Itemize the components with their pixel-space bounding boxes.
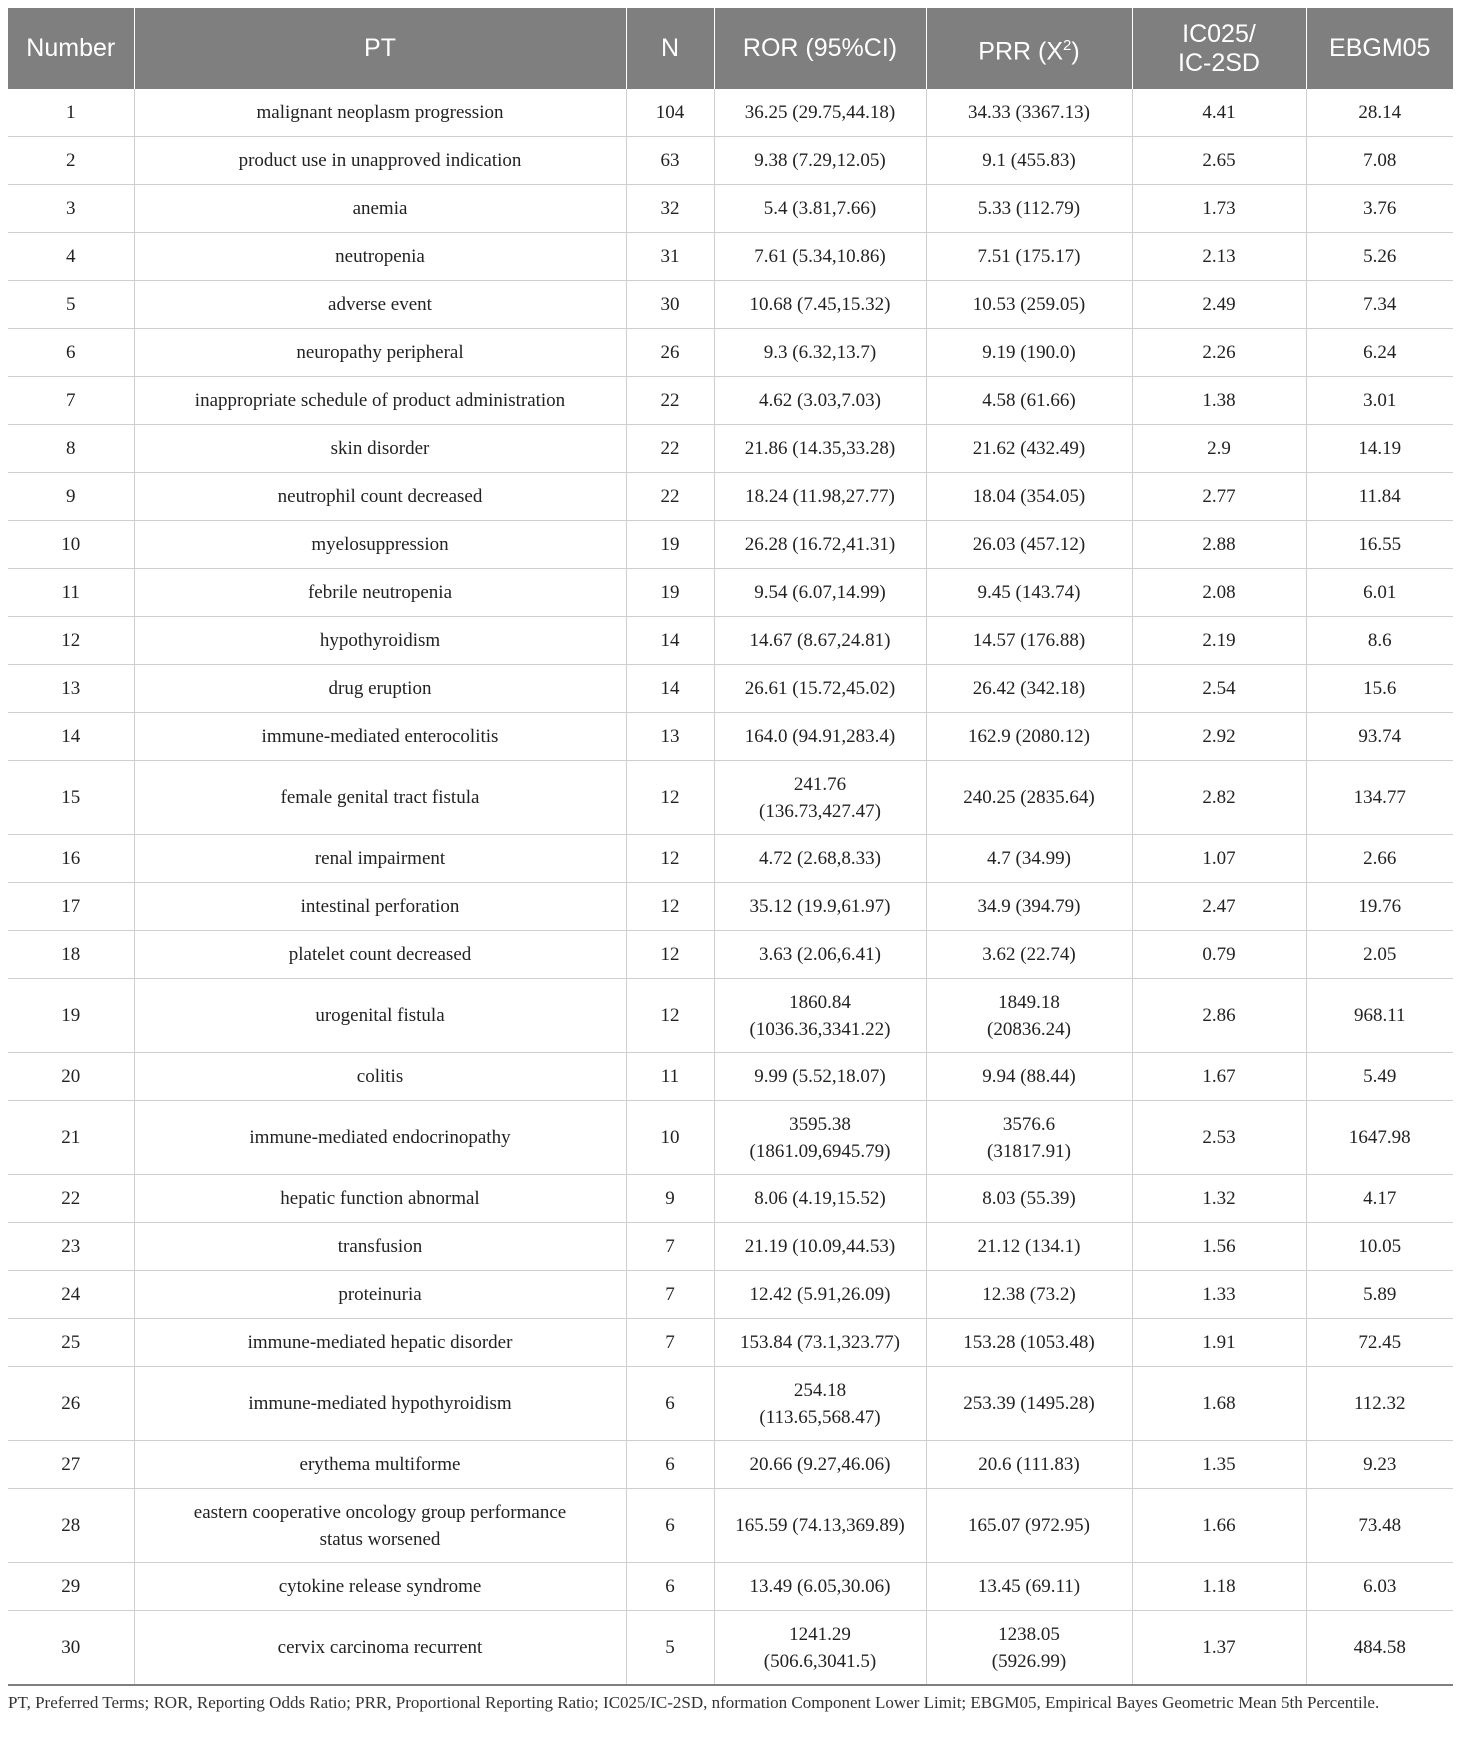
cell-number: 2	[8, 137, 134, 185]
cell-prr: 162.9 (2080.12)	[926, 713, 1132, 761]
cell-ror: 36.25 (29.75,44.18)	[714, 89, 926, 137]
table-row	[8, 883, 1453, 931]
cell-prr: 34.33 (3367.13)	[926, 89, 1132, 137]
cell-ebgm05: 112.32	[1306, 1367, 1453, 1441]
cell-ror: 153.84 (73.1,323.77)	[714, 1319, 926, 1367]
cell-ror: 26.28 (16.72,41.31)	[714, 521, 926, 569]
table-footnote: PT, Preferred Terms; ROR, Reporting Odds Ratio; PRR, Proportional Reporting Ratio; IC025/IC-2SD, nformation Component Lower Limit; EBGM05, Empirical Bayes Geometric Mean 5th Percentile.	[8, 1693, 1380, 1712]
cell-pt: platelet count decreased	[134, 931, 626, 979]
cell-ic025: 2.47	[1132, 883, 1306, 931]
table-row	[8, 1271, 1453, 1319]
header-prr-label: PRR (X	[978, 37, 1064, 66]
cell-prr: 34.9 (394.79)	[926, 883, 1132, 931]
cell-ic025: 4.41	[1132, 89, 1306, 137]
cell-ic025: 2.82	[1132, 761, 1306, 835]
table-row	[8, 1611, 1453, 1686]
table-row	[8, 1563, 1453, 1611]
cell-ror: 9.3 (6.32,13.7)	[714, 329, 926, 377]
cell-n: 5	[626, 1611, 714, 1686]
cell-ror: 9.99 (5.52,18.07)	[714, 1053, 926, 1101]
cell-ror: 1241.29 (506.6,3041.5)	[714, 1611, 926, 1686]
cell-prr: 1849.18 (20836.24)	[926, 979, 1132, 1053]
cell-ic025: 1.37	[1132, 1611, 1306, 1686]
cell-ebgm05: 7.34	[1306, 281, 1453, 329]
cell-n: 13	[626, 713, 714, 761]
cell-number: 9	[8, 473, 134, 521]
header-ebgm05: EBGM05	[1306, 8, 1453, 89]
cell-ic025: 1.91	[1132, 1319, 1306, 1367]
cell-number: 3	[8, 185, 134, 233]
cell-n: 9	[626, 1175, 714, 1223]
cell-prr: 7.51 (175.17)	[926, 233, 1132, 281]
cell-ic025: 2.77	[1132, 473, 1306, 521]
cell-n: 6	[626, 1489, 714, 1563]
cell-n: 104	[626, 89, 714, 137]
cell-prr: 9.1 (455.83)	[926, 137, 1132, 185]
cell-prr: 13.45 (69.11)	[926, 1563, 1132, 1611]
cell-pt: hypothyroidism	[134, 617, 626, 665]
cell-number: 30	[8, 1611, 134, 1686]
cell-pt: cervix carcinoma recurrent	[134, 1611, 626, 1686]
cell-number: 17	[8, 883, 134, 931]
cell-prr: 240.25 (2835.64)	[926, 761, 1132, 835]
cell-n: 22	[626, 473, 714, 521]
cell-ebgm05: 968.11	[1306, 979, 1453, 1053]
cell-n: 26	[626, 329, 714, 377]
cell-ror: 3.63 (2.06,6.41)	[714, 931, 926, 979]
cell-number: 23	[8, 1223, 134, 1271]
table-row	[8, 425, 1453, 473]
cell-ic025: 1.18	[1132, 1563, 1306, 1611]
cell-pt: drug eruption	[134, 665, 626, 713]
table-row	[8, 473, 1453, 521]
cell-ebgm05: 28.14	[1306, 89, 1453, 137]
cell-ror: 10.68 (7.45,15.32)	[714, 281, 926, 329]
cell-n: 7	[626, 1319, 714, 1367]
table-row	[8, 1441, 1453, 1489]
table-row	[8, 1101, 1453, 1175]
cell-prr: 4.58 (61.66)	[926, 377, 1132, 425]
cell-ebgm05: 10.05	[1306, 1223, 1453, 1271]
cell-prr: 9.94 (88.44)	[926, 1053, 1132, 1101]
header-prr-close: )	[1071, 37, 1080, 66]
cell-ror: 12.42 (5.91,26.09)	[714, 1271, 926, 1319]
cell-n: 6	[626, 1441, 714, 1489]
cell-pt: proteinuria	[134, 1271, 626, 1319]
cell-ror: 8.06 (4.19,15.52)	[714, 1175, 926, 1223]
table-row	[8, 569, 1453, 617]
cell-ic025: 2.19	[1132, 617, 1306, 665]
cell-ic025: 1.07	[1132, 835, 1306, 883]
cell-pt: hepatic function abnormal	[134, 1175, 626, 1223]
cell-ebgm05: 3.76	[1306, 185, 1453, 233]
cell-ror: 7.61 (5.34,10.86)	[714, 233, 926, 281]
cell-number: 25	[8, 1319, 134, 1367]
cell-prr: 253.39 (1495.28)	[926, 1367, 1132, 1441]
cell-number: 5	[8, 281, 134, 329]
cell-prr: 4.7 (34.99)	[926, 835, 1132, 883]
cell-pt: erythema multiforme	[134, 1441, 626, 1489]
cell-ic025: 1.33	[1132, 1271, 1306, 1319]
cell-ebgm05: 8.6	[1306, 617, 1453, 665]
cell-pt: neuropathy peripheral	[134, 329, 626, 377]
cell-number: 14	[8, 713, 134, 761]
cell-ic025: 2.08	[1132, 569, 1306, 617]
cell-ebgm05: 19.76	[1306, 883, 1453, 931]
cell-prr: 14.57 (176.88)	[926, 617, 1132, 665]
cell-number: 12	[8, 617, 134, 665]
cell-number: 1	[8, 89, 134, 137]
cell-ebgm05: 2.66	[1306, 835, 1453, 883]
cell-ic025: 2.86	[1132, 979, 1306, 1053]
cell-pt: adverse event	[134, 281, 626, 329]
table-row	[8, 761, 1453, 835]
cell-number: 11	[8, 569, 134, 617]
cell-n: 11	[626, 1053, 714, 1101]
table-row	[8, 1053, 1453, 1101]
cell-pt: immune-mediated hypothyroidism	[134, 1367, 626, 1441]
cell-ebgm05: 15.6	[1306, 665, 1453, 713]
cell-pt: myelosuppression	[134, 521, 626, 569]
cell-pt: transfusion	[134, 1223, 626, 1271]
cell-pt: colitis	[134, 1053, 626, 1101]
cell-prr: 3.62 (22.74)	[926, 931, 1132, 979]
cell-number: 10	[8, 521, 134, 569]
cell-pt: anemia	[134, 185, 626, 233]
cell-ror: 18.24 (11.98,27.77)	[714, 473, 926, 521]
cell-pt: eastern cooperative oncology group performance status worsened	[134, 1489, 626, 1563]
cell-ic025: 1.68	[1132, 1367, 1306, 1441]
cell-number: 26	[8, 1367, 134, 1441]
cell-pt: neutropenia	[134, 233, 626, 281]
cell-ror: 1860.84 (1036.36,3341.22)	[714, 979, 926, 1053]
table-row	[8, 1175, 1453, 1223]
cell-ror: 21.86 (14.35,33.28)	[714, 425, 926, 473]
cell-ic025: 2.88	[1132, 521, 1306, 569]
cell-ror: 26.61 (15.72,45.02)	[714, 665, 926, 713]
cell-prr: 153.28 (1053.48)	[926, 1319, 1132, 1367]
cell-ebgm05: 2.05	[1306, 931, 1453, 979]
cell-n: 22	[626, 425, 714, 473]
cell-n: 14	[626, 665, 714, 713]
table-row	[8, 233, 1453, 281]
cell-ebgm05: 72.45	[1306, 1319, 1453, 1367]
cell-ic025: 1.67	[1132, 1053, 1306, 1101]
cell-n: 14	[626, 617, 714, 665]
cell-prr: 21.62 (432.49)	[926, 425, 1132, 473]
cell-n: 30	[626, 281, 714, 329]
cell-ebgm05: 16.55	[1306, 521, 1453, 569]
cell-pt: immune-mediated enterocolitis	[134, 713, 626, 761]
header-pt: PT	[134, 8, 626, 89]
cell-n: 6	[626, 1367, 714, 1441]
cell-pt: cytokine release syndrome	[134, 1563, 626, 1611]
cell-pt: febrile neutropenia	[134, 569, 626, 617]
cell-ebgm05: 6.01	[1306, 569, 1453, 617]
cell-number: 27	[8, 1441, 134, 1489]
cell-n: 63	[626, 137, 714, 185]
cell-ebgm05: 14.19	[1306, 425, 1453, 473]
cell-pt: immune-mediated endocrinopathy	[134, 1101, 626, 1175]
cell-prr: 12.38 (73.2)	[926, 1271, 1132, 1319]
table-row	[8, 137, 1453, 185]
cell-number: 19	[8, 979, 134, 1053]
header-prr-superscript: 2	[1063, 36, 1072, 54]
cell-prr: 9.19 (190.0)	[926, 329, 1132, 377]
cell-ror: 3595.38 (1861.09,6945.79)	[714, 1101, 926, 1175]
cell-n: 31	[626, 233, 714, 281]
cell-ror: 241.76 (136.73,427.47)	[714, 761, 926, 835]
cell-ic025: 2.13	[1132, 233, 1306, 281]
table-row	[8, 931, 1453, 979]
table-row	[8, 185, 1453, 233]
table-container	[8, 8, 1453, 1714]
cell-ebgm05: 6.24	[1306, 329, 1453, 377]
cell-ic025: 2.54	[1132, 665, 1306, 713]
cell-ic025: 2.26	[1132, 329, 1306, 377]
cell-ic025: 1.66	[1132, 1489, 1306, 1563]
cell-ebgm05: 73.48	[1306, 1489, 1453, 1563]
cell-number: 21	[8, 1101, 134, 1175]
cell-ic025: 2.49	[1132, 281, 1306, 329]
cell-prr: 8.03 (55.39)	[926, 1175, 1132, 1223]
cell-ror: 164.0 (94.91,283.4)	[714, 713, 926, 761]
cell-prr: 26.42 (342.18)	[926, 665, 1132, 713]
cell-number: 13	[8, 665, 134, 713]
cell-number: 16	[8, 835, 134, 883]
header-row	[8, 8, 1453, 89]
cell-prr: 5.33 (112.79)	[926, 185, 1132, 233]
cell-ebgm05: 6.03	[1306, 1563, 1453, 1611]
cell-pt: female genital tract fistula	[134, 761, 626, 835]
cell-ic025: 1.73	[1132, 185, 1306, 233]
cell-n: 19	[626, 521, 714, 569]
cell-number: 7	[8, 377, 134, 425]
cell-ic025: 1.56	[1132, 1223, 1306, 1271]
cell-ror: 4.72 (2.68,8.33)	[714, 835, 926, 883]
cell-ebgm05: 5.49	[1306, 1053, 1453, 1101]
table-row	[8, 617, 1453, 665]
cell-prr: 3576.6 (31817.91)	[926, 1101, 1132, 1175]
cell-number: 28	[8, 1489, 134, 1563]
cell-prr: 18.04 (354.05)	[926, 473, 1132, 521]
cell-ebgm05: 134.77	[1306, 761, 1453, 835]
table-body	[8, 89, 1453, 1685]
cell-pt: malignant neoplasm progression	[134, 89, 626, 137]
cell-prr: 10.53 (259.05)	[926, 281, 1132, 329]
cell-n: 12	[626, 883, 714, 931]
cell-pt: inappropriate schedule of product administration	[134, 377, 626, 425]
cell-ic025: 0.79	[1132, 931, 1306, 979]
cell-n: 6	[626, 1563, 714, 1611]
cell-n: 12	[626, 931, 714, 979]
cell-pt: neutrophil count decreased	[134, 473, 626, 521]
table-row	[8, 665, 1453, 713]
cell-pt: renal impairment	[134, 835, 626, 883]
cell-n: 12	[626, 761, 714, 835]
cell-number: 15	[8, 761, 134, 835]
header-ic025: IC025/ IC-2SD	[1132, 8, 1306, 89]
cell-ebgm05: 484.58	[1306, 1611, 1453, 1686]
cell-pt: immune-mediated hepatic disorder	[134, 1319, 626, 1367]
cell-number: 22	[8, 1175, 134, 1223]
cell-ebgm05: 11.84	[1306, 473, 1453, 521]
cell-n: 10	[626, 1101, 714, 1175]
signal-table	[8, 8, 1453, 1686]
cell-pt: product use in unapproved indication	[134, 137, 626, 185]
cell-prr: 1238.05 (5926.99)	[926, 1611, 1132, 1686]
cell-ebgm05: 5.26	[1306, 233, 1453, 281]
cell-ror: 13.49 (6.05,30.06)	[714, 1563, 926, 1611]
cell-pt: urogenital fistula	[134, 979, 626, 1053]
header-prr	[926, 8, 1132, 89]
cell-prr: 26.03 (457.12)	[926, 521, 1132, 569]
cell-n: 22	[626, 377, 714, 425]
cell-ic025: 2.9	[1132, 425, 1306, 473]
cell-ebgm05: 7.08	[1306, 137, 1453, 185]
cell-ebgm05: 5.89	[1306, 1271, 1453, 1319]
cell-ebgm05: 93.74	[1306, 713, 1453, 761]
cell-pt: intestinal perforation	[134, 883, 626, 931]
table-row	[8, 281, 1453, 329]
cell-n: 12	[626, 835, 714, 883]
table-row	[8, 979, 1453, 1053]
cell-number: 20	[8, 1053, 134, 1101]
cell-pt: skin disorder	[134, 425, 626, 473]
cell-number: 29	[8, 1563, 134, 1611]
cell-ror: 5.4 (3.81,7.66)	[714, 185, 926, 233]
cell-ror: 254.18 (113.65,568.47)	[714, 1367, 926, 1441]
cell-ic025: 1.32	[1132, 1175, 1306, 1223]
header-number: Number	[8, 8, 134, 89]
cell-n: 7	[626, 1271, 714, 1319]
cell-ic025: 1.35	[1132, 1441, 1306, 1489]
table-row	[8, 1367, 1453, 1441]
cell-ror: 165.59 (74.13,369.89)	[714, 1489, 926, 1563]
cell-prr: 21.12 (134.1)	[926, 1223, 1132, 1271]
table-row	[8, 713, 1453, 761]
cell-ror: 20.66 (9.27,46.06)	[714, 1441, 926, 1489]
cell-ebgm05: 9.23	[1306, 1441, 1453, 1489]
table-row	[8, 1223, 1453, 1271]
cell-ebgm05: 1647.98	[1306, 1101, 1453, 1175]
cell-number: 18	[8, 931, 134, 979]
table-header	[8, 8, 1453, 89]
cell-ror: 9.38 (7.29,12.05)	[714, 137, 926, 185]
cell-prr: 20.6 (111.83)	[926, 1441, 1132, 1489]
table-row	[8, 329, 1453, 377]
cell-ebgm05: 4.17	[1306, 1175, 1453, 1223]
cell-prr: 9.45 (143.74)	[926, 569, 1132, 617]
cell-number: 8	[8, 425, 134, 473]
cell-number: 4	[8, 233, 134, 281]
table-row	[8, 1319, 1453, 1367]
cell-ror: 35.12 (19.9,61.97)	[714, 883, 926, 931]
cell-number: 6	[8, 329, 134, 377]
cell-ebgm05: 3.01	[1306, 377, 1453, 425]
cell-ic025: 2.53	[1132, 1101, 1306, 1175]
cell-ic025: 1.38	[1132, 377, 1306, 425]
table-row	[8, 89, 1453, 137]
cell-ic025: 2.92	[1132, 713, 1306, 761]
table-row	[8, 377, 1453, 425]
cell-ror: 9.54 (6.07,14.99)	[714, 569, 926, 617]
cell-ic025: 2.65	[1132, 137, 1306, 185]
cell-n: 7	[626, 1223, 714, 1271]
cell-n: 19	[626, 569, 714, 617]
table-row	[8, 835, 1453, 883]
table-row	[8, 1489, 1453, 1563]
cell-ror: 4.62 (3.03,7.03)	[714, 377, 926, 425]
cell-n: 12	[626, 979, 714, 1053]
header-ror: ROR (95%CI)	[714, 8, 926, 89]
cell-prr: 165.07 (972.95)	[926, 1489, 1132, 1563]
cell-ror: 14.67 (8.67,24.81)	[714, 617, 926, 665]
header-n: N	[626, 8, 714, 89]
table-row	[8, 521, 1453, 569]
cell-ror: 21.19 (10.09,44.53)	[714, 1223, 926, 1271]
cell-number: 24	[8, 1271, 134, 1319]
cell-n: 32	[626, 185, 714, 233]
